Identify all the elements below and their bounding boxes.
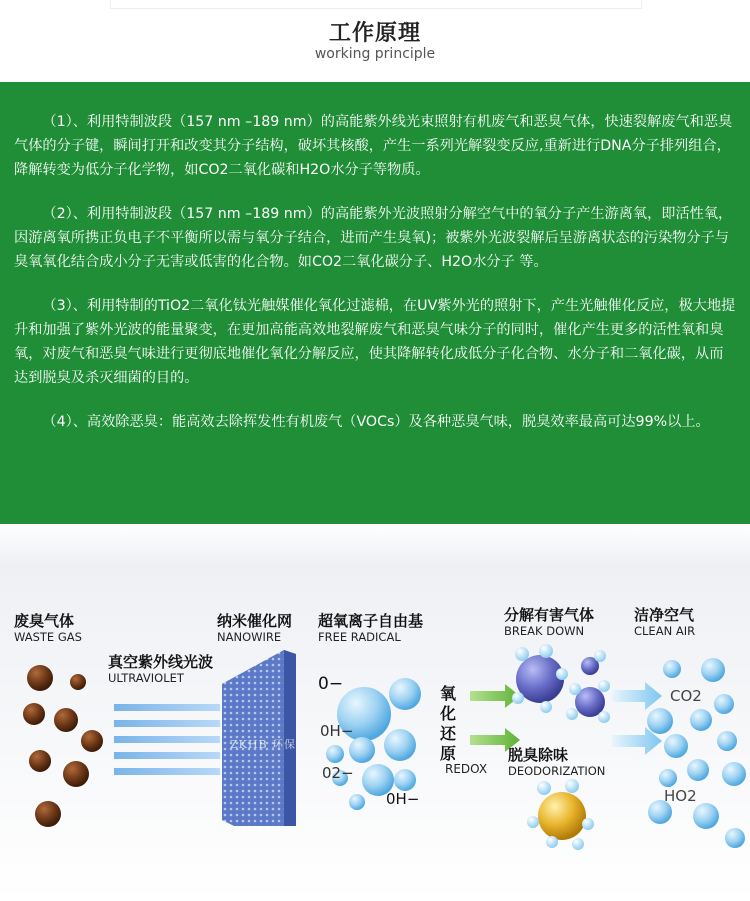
paragraph-3: （3）、利用特制的TiO2二氧化钛光触媒催化氧化过滤棉，在UV紫外光的照射下，产生光触催化反应，极大地提升和加强了紫外光波的能量聚变，在更加高能高效地裂解废气和恶臭气味分子的同时，催化产生更多的活性氧和臭氧，对废气和恶臭气味进行更彻底地催化氧化分解反应，使其降解转化成低分子化合物、水分子和二氧化碳，从而达到脱臭及杀灭细菌的目的。 bbox=[14, 298, 736, 386]
redox-vertical-label: 氧 化 还 原 bbox=[439, 684, 456, 763]
ultraviolet-label: 真空紫外线光波 ULTRAVIOLET bbox=[108, 653, 214, 685]
nanowire-label: 纳米催化网 NANOWIRE bbox=[217, 612, 293, 644]
deodorization-label: 脱臭除味 DEODORIZATION bbox=[508, 746, 606, 778]
diagram-graphics bbox=[0, 524, 750, 901]
redox-en-label: REDOX bbox=[445, 762, 488, 776]
redox-arrows bbox=[470, 684, 520, 752]
process-diagram bbox=[0, 524, 750, 901]
radical-oh-2: 0H− bbox=[386, 790, 420, 808]
waste-gas-molecules bbox=[23, 665, 103, 827]
radical-oh-1: 0H− bbox=[320, 722, 354, 740]
deodorization-molecule bbox=[527, 779, 594, 850]
top-frame-line bbox=[110, 0, 642, 9]
page-subtitle: working principle bbox=[314, 46, 436, 62]
break-down-label: 分解有害气体 BREAK DOWN bbox=[504, 606, 595, 638]
radical-o: 0− bbox=[318, 674, 344, 694]
product-co2: CO2 bbox=[670, 687, 702, 705]
paragraph-1: （1）、利用特制波段（157 nm –189 nm）的高能紫外线光束照射有机废气和恶臭气体，快速裂解废气和恶臭气体的分子键，瞬间打开和改变其分子结构，破坏其核酸，产生一系列光解裂变反应,重新进行DNA分子排列组合，降解转变为低分子化学物，如CO2二氧化碳和H2O水分子等物质。 bbox=[14, 114, 733, 178]
free-radical-label: 超氧离子自由基 FREE RADICAL bbox=[318, 612, 424, 644]
ultraviolet-waves bbox=[114, 704, 220, 775]
product-ho2: HO2 bbox=[664, 787, 697, 805]
paragraph-4: （4）、高效除恶臭：能高效去除挥发性有机废气（VOCs）及各种恶臭气味，脱臭效率最高可达99%以上。 bbox=[42, 414, 710, 430]
paragraph-2: （2）、利用特制波段（157 nm –189 nm）的高能紫外光波照射分解空气中的氧分子产生游离氧，即活性氧，因游离氧所携正负电子不平衡所以需与氧分子结合，进而产生臭氧)；被紫外光波裂解后呈游离状态的污染物分子与臭氧氧化结合成小分子无害或低害的化合物。如CO2二氧化碳分子、H2O水分子 等。 bbox=[14, 206, 733, 270]
clean-air-label: 洁净空气 CLEAN AIR bbox=[634, 606, 696, 638]
principle-text-panel bbox=[0, 82, 750, 524]
header bbox=[0, 0, 750, 82]
breakdown-molecules bbox=[512, 644, 610, 723]
waste-gas-label: 废臭气体 WASTE GAS bbox=[14, 612, 82, 644]
radical-o2: 02− bbox=[322, 764, 354, 782]
page-title: 工作原理 bbox=[328, 21, 421, 46]
nanowire-watermark: ZKHB 环保 bbox=[230, 738, 297, 751]
